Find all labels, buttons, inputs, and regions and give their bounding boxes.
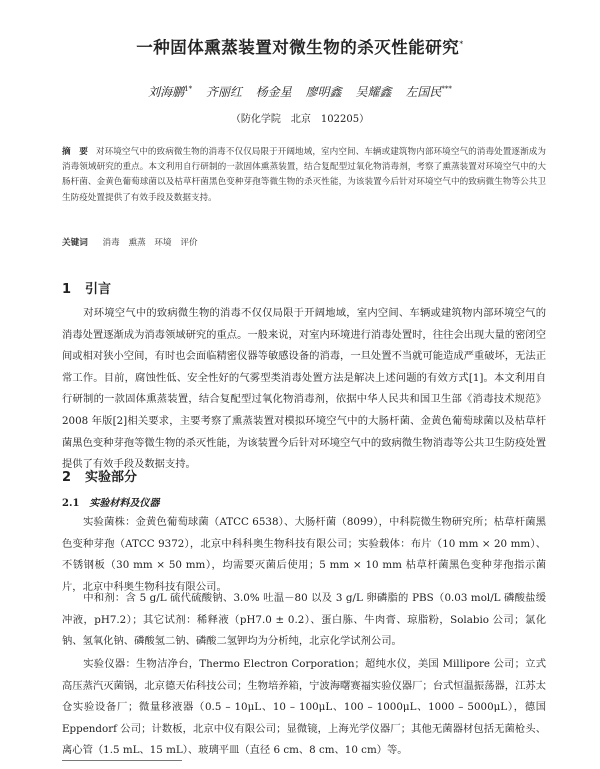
keywords-label: 关键词 (62, 238, 88, 248)
keyword: 评价 (180, 238, 198, 248)
abstract (62, 145, 546, 206)
paper-title (0, 34, 600, 58)
author: 左国民*** (405, 85, 452, 99)
affiliation: （防化学院 北京 102205） (230, 114, 370, 125)
section-heading-intro: 1 引言 (62, 282, 112, 297)
abstract-label: 摘 要 (62, 147, 88, 157)
author: 杨金星 (255, 85, 292, 99)
author: 吴耀鑫 (355, 85, 392, 99)
author-list (0, 83, 600, 100)
keyword: 熏蒸 (128, 238, 146, 248)
title-text: 一种固体熏蒸装置对微生物的杀灭性能研究 (136, 38, 460, 57)
subsection-heading: 2.1 实验材料及仪器 (62, 498, 160, 509)
keyword: 环境 (154, 238, 172, 248)
reagents-paragraph: 中和剂：含 5 g/L 硫代硫酸钠、3.0% 吐温－80 以及 3 g/L 卵磷脂的 PBS（0.03 mol/L 磷酸盐缓冲液，pH7.2）；其它试剂：稀释液（pH7.0 ± 0.2）、蛋白胨、牛肉膏、琼脂粉，Solabio 公司；氯化钠、氢氧化钠、磷酸氢二钠、磷酸二氢钾均为分析纯，北京化学试剂公司。 (62, 592, 546, 648)
author: 刘海鹏$^{1*}$ (148, 85, 193, 99)
title-footnote-mark: * (459, 39, 464, 49)
keywords (62, 236, 546, 248)
section-heading-experiment: 2 实验部分 (62, 470, 138, 485)
author: 廖明鑫 (305, 85, 342, 99)
footnote-rule (62, 760, 182, 762)
abstract-text: 对环境空气中的致病微生物的消毒不仅仅局限于开阔地域，室内空间、车辆或建筑物内部环境空气的消毒处置逐渐成为消毒领域研究的重点。本文利用自行研制的一款固体熏蒸装置，结合复配型过氧化物消毒剂，考察了熏蒸装置对环境空气中的大肠杆菌、金黄色葡萄球菌以及枯草杆菌黑色变种芽孢等微生物的杀灭性能，为该装置今后针对环境空气中的致病微生物等公共卫生防疫处置提供了有效手段及数据支持。 (62, 147, 546, 203)
keyword: 消毒 (102, 238, 120, 248)
materials-paragraph: 实验菌株：金黄色葡萄球菌（ATCC 6538）、大肠杆菌（8099），中科院微生物研究所；枯草杆菌黑色变种芽孢（ATCC 9372），北京中科科奥生物科技有限公司；实验载体：布片（10 mm × 20 mm）、不锈钢板（30 mm × 50 mm），均需要灭菌后使用；5 mm × 10 mm 枯草杆菌黑色变种芽孢指示菌片，北京中科奥生物科技有限公司。 (62, 516, 546, 593)
author: 齐丽红 (205, 85, 242, 99)
intro-paragraph: 对环境空气中的致病微生物的消毒不仅仅局限于开阔地域，室内空间、车辆或建筑物内部环境空气的消毒处置逐渐成为消毒领域研究的重点。一般来说，对室内环境进行消毒处置时，往往会出现大量的密闭空间或相对狭小空间，有时也会面临精密仪器等敏感设备的消毒，一旦处置不当就可能造成严重破坏，无法正常工作。目前，腐蚀性低、安全性好的气雾型类消毒处置方法是解决上述问题的有效方式[1]。本文利用自行研制的一款固体熏蒸装置，结合复配型过氧化物消毒剂，依据中华人民共和国卫生部《消毒技术规范》2008 年版[2]相关要求，主要考察了熏蒸装置对模拟环境空气中的大肠杆菌、金黄色葡萄球菌以及枯草杆菌黑色变种芽孢等微生物的杀灭性能，为该装置今后针对环境空气中的致病微生物消毒等公共卫生防疫处置提供了有效手段及数据支持。 (62, 307, 546, 471)
instruments-paragraph: 实验仪器：生物洁净台，Thermo Electron Corporation；超纯水仪，美国 Millipore 公司；立式高压蒸汽灭菌锅，北京德天佑科技公司；生物培养箱，宁波海曙赛福实验仪器厂；台式恒温振荡器，江苏太仓实验设备厂；微量移液器（0.5 – 10μL、10 – 100μL、100 – 1000μL、1000 – 5000μL），德国 Eppendorf 公司；计数板，北京中仪有限公司；显微镜，上海光学仪器厂；其他无菌器材包括无菌枪头、离心管（1.5 mL、15 mL）、玻璃平皿（直径 6 cm、8 cm、10 cm）等。 (62, 658, 546, 757)
